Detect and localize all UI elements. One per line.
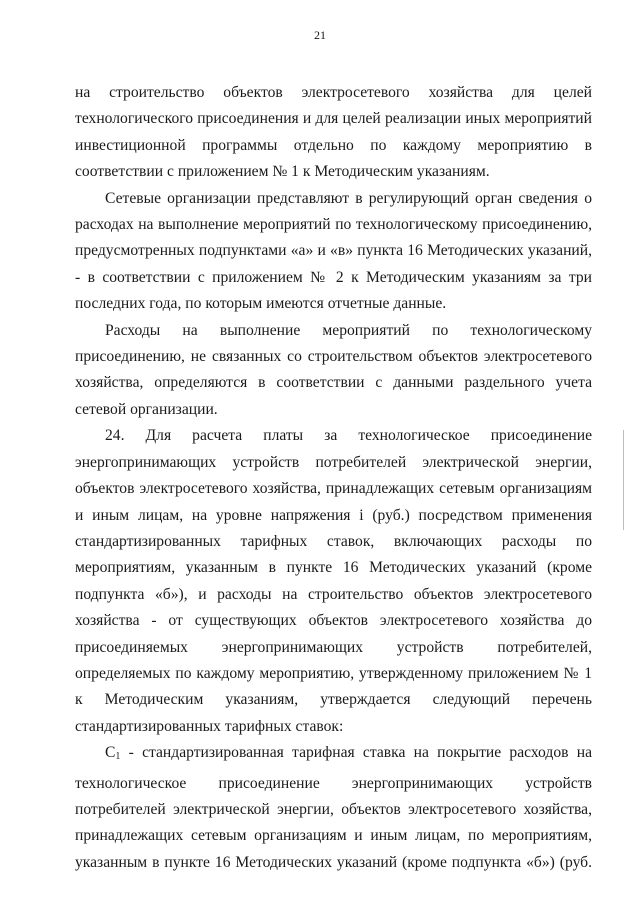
body-text	[75, 80, 592, 876]
paragraph-network-organizations: Сетевые организации представляют в регулирующий орган сведения о расходах на выполнение мероприятий по технологическому присоединению, предусмотренных подпунктами «а» и «в» пункта 16 Методических указаний, - в соответствии с приложением № 2 к Методическим указаниям за три последних года, по которым имеются отчетные данные.	[75, 189, 592, 313]
paragraph-expenses: Расходы на выполнение мероприятий по технологическому присоединению, не связанных со строительством объектов электросетевого хозяйства, определяются в соответствии с данными раздельного учета сетевой организации.	[75, 321, 592, 418]
paragraph-clause-24: 24. Для расчета платы за технологическое присоединение энергопринимающих устройств потребителей электрической энергии, объектов электросетевого хозяйства, принадлежащих сетевым организациям и иным лицам, на уровне напряжения i (руб.) посредством применения стандартизированных тарифных ставок, включающих расходы по мероприятиям, указанным в пункте 16 Методических указаний (кроме подпункта «б»), и расходы на строительство объектов электросетевого хозяйства - от существующих объектов электросетевого хозяйства до присоединяемых энергопринимающих устройств потребителей, определяемых по каждому мероприятию, утвержденному приложением № 1 к Методическим указаниям, утверждается следующий перечень стандартизированных тарифных ставок:	[75, 427, 592, 735]
rate-description: - стандартизированная тарифная ставка на покрытие расходов на технологическое присоединение энергопринимающих устройств потребителей электрической энергии, объектов электросетевого хозяйства, принадлежащих сетевым организациям и иным лицам, по мероприятиям, указанным в пункте 16 Методических указаний (кроме подпункта «б») (руб.	[75, 744, 592, 871]
paragraph-rate-c1	[75, 740, 592, 876]
rate-symbol: С	[105, 744, 116, 762]
page-number: 21	[314, 28, 326, 42]
scan-edge-mark	[623, 430, 624, 530]
paragraph-continuation: на строительство объектов электросетевого хозяйства для целей технологического присоединения и для целей реализации иных мероприятий инвестиционной программы отдельно по каждому мероприятию в соответствии с приложением № 1 к Методическим указаниям.	[75, 84, 592, 181]
rate-subscript: 1	[115, 751, 121, 763]
